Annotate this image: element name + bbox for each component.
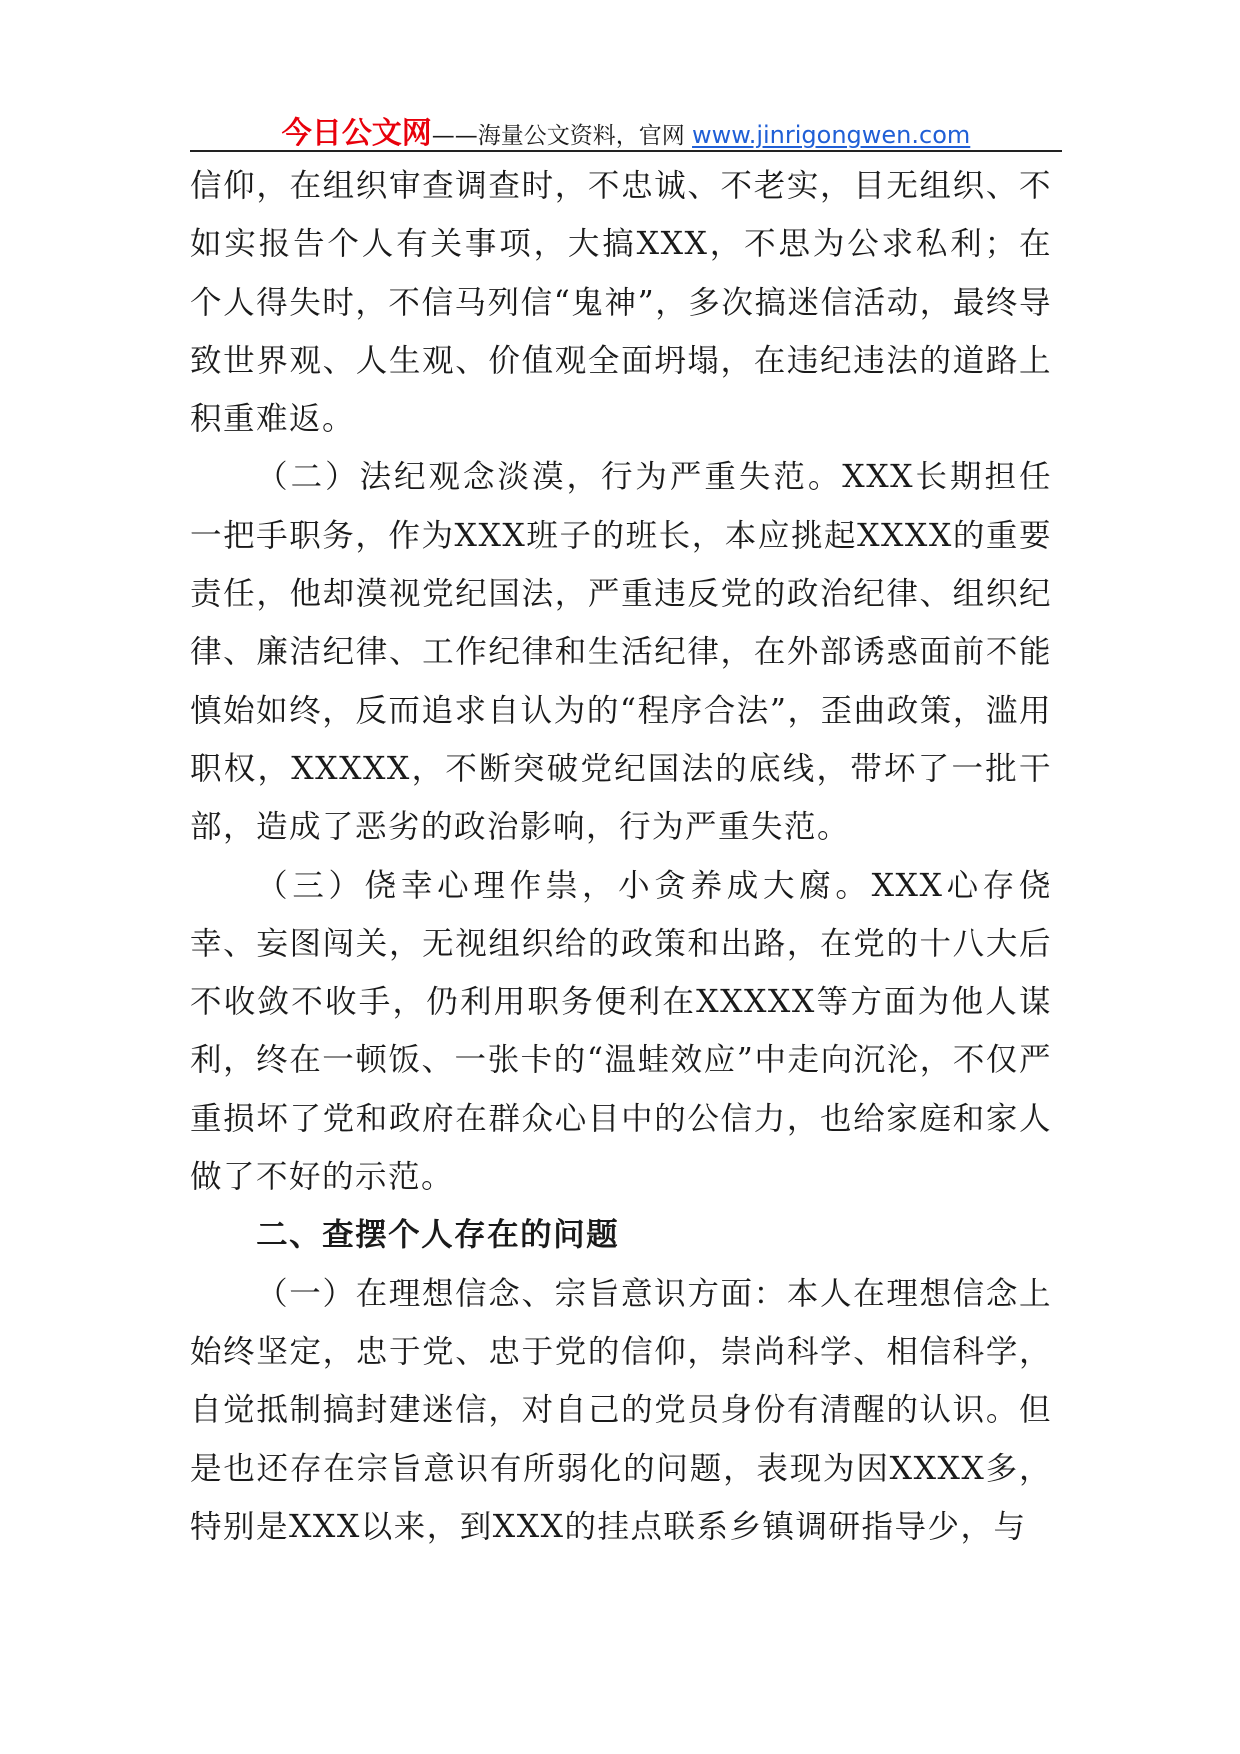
- site-header: [190, 108, 1062, 152]
- site-url-link[interactable]: www.jinrigongwen.com: [692, 121, 971, 149]
- site-tagline: ——海量公文资料，官网: [431, 123, 693, 149]
- paragraph-section-3: （三）侥幸心理作祟，小贪养成大腐。XXX心存侥幸、妄图闯关，无视组织给的政策和出路，在党的十八大后不收敛不收手，仍利用职务便利在XXXXX等方面为他人谋利，终在一顿饭、一张卡的“温蛙效应”中走向沉沦，不仅严重损坏了党和政府在群众心目中的公信力，也给家庭和家人做了不好的示范。: [190, 867, 1052, 1196]
- document-body: [190, 157, 1052, 1556]
- paragraph-continued: 信仰，在组织审查调查时，不忠诚、不老实，目无组织、不如实报告个人有关事项，大搞XXX，不思为公求私利；在个人得失时，不信马列信“鬼神”，多次搞迷信活动，最终导致世界观、人生观、价值观全面坍塌，在违纪违法的道路上积重难返。: [190, 168, 1052, 438]
- section-heading: 二、查摆个人存在的问题: [256, 1217, 620, 1254]
- paragraph-subsection-1: （一）在理想信念、宗旨意识方面：本人在理想信念上始终坚定，忠于党、忠于党的信仰，崇尚科学、相信科学，自觉抵制搞封建迷信，对自己的党员身份有清醒的认识。但是也还存在宗旨意识有所弱化的问题，表现为因XXXX多，特别是XXX以来，到XXX的挂点联系乡镇调研指导少，与: [190, 1275, 1052, 1545]
- header-divider: [190, 150, 1062, 152]
- paragraph-section-2: （二）法纪观念淡漠，行为严重失范。XXX长期担任一把手职务，作为XXX班子的班长，本应挑起XXXX的重要责任，他却漠视党纪国法，严重违反党的政治纪律、组织纪律、廉洁纪律、工作纪律和生活纪律，在外部诱惑面前不能慎始如终，反而追求自认为的“程序合法”，歪曲政策，滥用职权，XXXXX，不断突破党纪国法的底线，带坏了一批干部，造成了恶劣的政治影响，行为严重失范。: [190, 459, 1052, 846]
- site-brand: 今日公文网: [281, 116, 432, 151]
